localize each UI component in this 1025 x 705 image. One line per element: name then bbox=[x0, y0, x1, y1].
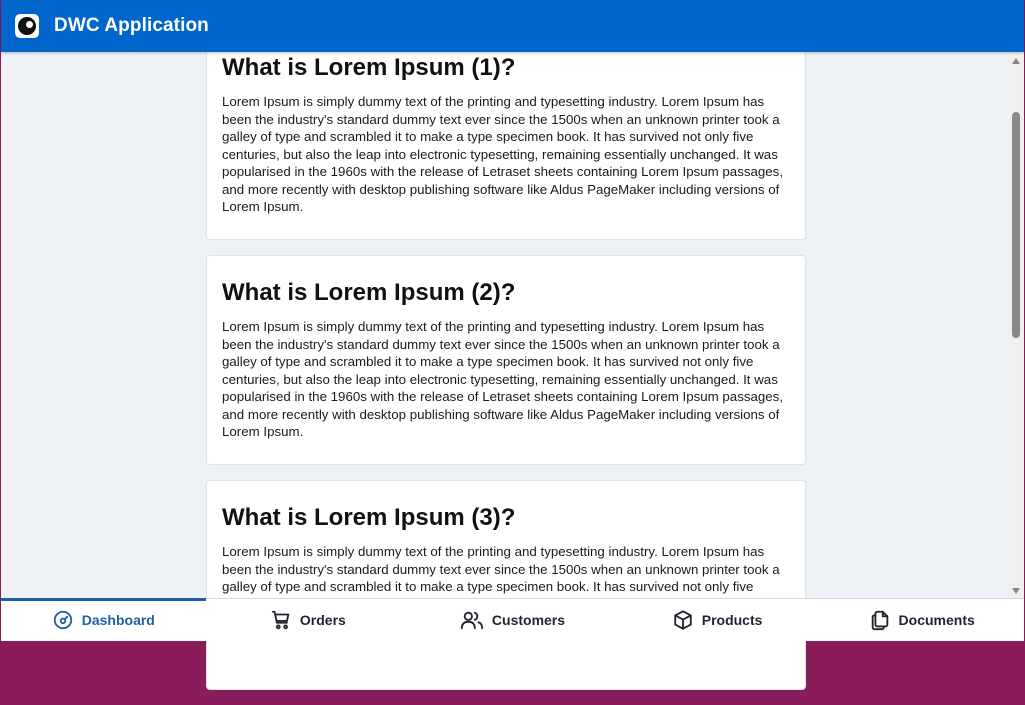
app-logo-icon bbox=[15, 14, 39, 38]
card-body: Lorem Ipsum is simply dummy text of the printing and typesetting industry. Lorem Ipsum has been the industry's standard dummy text ever since the 1500s when an unknown printer took a galley of type and scrambled it to make a type specimen book. It has survived not only five bbox=[222, 544, 780, 594]
vertical-scrollbar[interactable] bbox=[1008, 52, 1024, 598]
scroll-down-arrow-icon[interactable] bbox=[1012, 588, 1020, 594]
app-title: DWC Application bbox=[54, 15, 209, 36]
scroll-thumb[interactable] bbox=[1012, 112, 1020, 338]
card bbox=[206, 30, 806, 240]
card-title: What is Lorem Ipsum (1)? bbox=[222, 54, 516, 81]
nav-item-documents[interactable] bbox=[819, 599, 1024, 641]
nav-item-dashboard[interactable] bbox=[1, 599, 206, 641]
nav-label: Orders bbox=[299, 612, 346, 628]
gauge-icon bbox=[52, 609, 74, 631]
nav-label: Dashboard bbox=[81, 612, 155, 628]
nav-label: Documents bbox=[898, 612, 975, 628]
app-window bbox=[1, 0, 1024, 641]
cart-icon bbox=[270, 609, 292, 631]
main-content[interactable] bbox=[1, 52, 1008, 598]
card-body: Lorem Ipsum is simply dummy text of the printing and typesetting industry. Lorem Ipsum has been the industry's standard dummy text ever since the 1500s when an unknown printer took a galley of type and scrambled it to make a type specimen book. It has survived not only five centuries, but also the leap into electronic typesetting, remaining essentially unchanged. It was popularised in the 1960s with the release of Letraset sheets containing Lorem Ipsum passages, and more recently with desktop publishing software like Aldus PageMaker including versions of Lorem Ipsum. bbox=[222, 319, 784, 439]
nav-label: Customers bbox=[491, 612, 566, 628]
card bbox=[206, 480, 806, 690]
files-icon bbox=[869, 609, 891, 631]
nav-item-products[interactable] bbox=[615, 599, 820, 641]
users-icon bbox=[460, 609, 484, 631]
bottom-navigation bbox=[1, 598, 1024, 641]
scroll-up-arrow-icon[interactable] bbox=[1012, 58, 1020, 64]
card-title: What is Lorem Ipsum (3)? bbox=[222, 504, 516, 531]
nav-label: Products bbox=[701, 612, 763, 628]
app-bar bbox=[1, 0, 1024, 52]
card bbox=[206, 255, 806, 465]
card-title: What is Lorem Ipsum (2)? bbox=[222, 279, 516, 306]
nav-item-orders[interactable] bbox=[206, 599, 411, 641]
box-icon bbox=[672, 609, 694, 631]
nav-item-customers[interactable] bbox=[410, 599, 615, 641]
card-body: Lorem Ipsum is simply dummy text of the printing and typesetting industry. Lorem Ipsum has been the industry's standard dummy text ever since the 1500s when an unknown printer took a galley of type and scrambled it to make a type specimen book. It has survived not only five centuries, but also the leap into electronic typesetting, remaining essentially unchanged. It was popularised in the 1960s with the release of Letraset sheets containing Lorem Ipsum passages, and more recently with desktop publishing software like Aldus PageMaker including versions of Lorem Ipsum. bbox=[222, 94, 784, 214]
